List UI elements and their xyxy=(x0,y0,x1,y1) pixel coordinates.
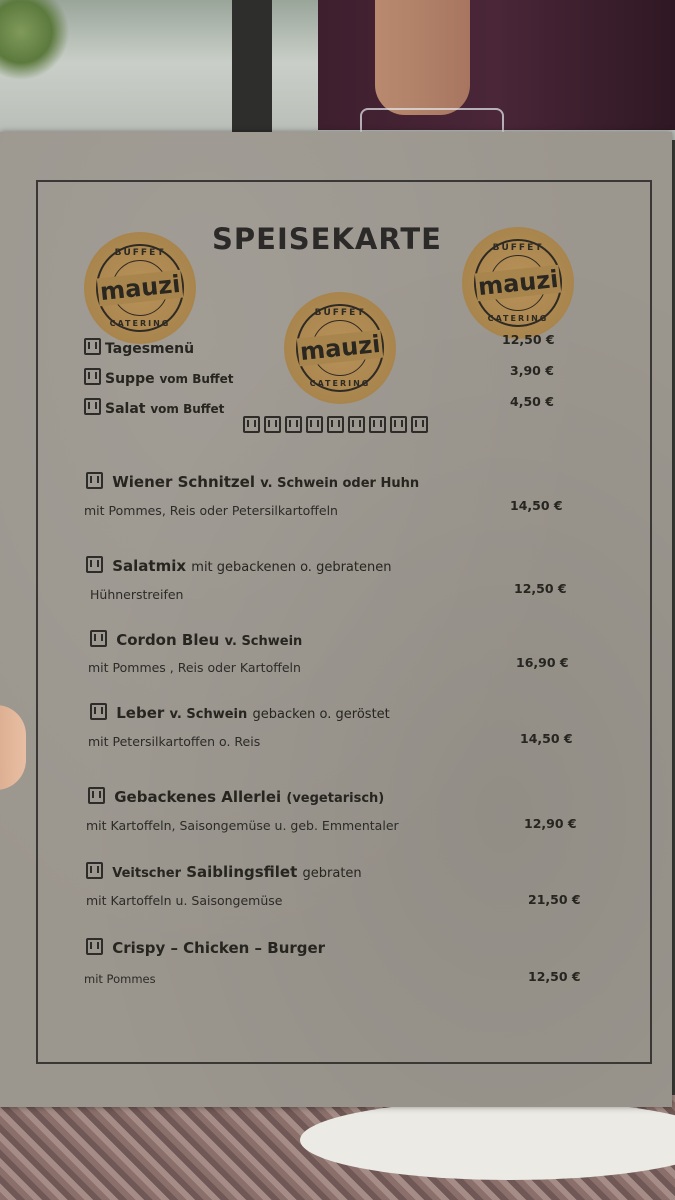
chair-icon xyxy=(411,416,428,433)
dish-desc-cordon-bleu: mit Pommes , Reis oder Kartoffeln xyxy=(88,660,301,675)
chair-icon xyxy=(369,416,386,433)
dish-desc-gebackenes-allerlei: mit Kartoffeln, Saisongemüse u. geb. Emmentaler xyxy=(86,818,399,833)
dish-gebackenes-allerlei: Gebackenes Allerlei (vegetarisch) xyxy=(88,787,384,806)
person-arm xyxy=(375,0,470,115)
chair-icon xyxy=(243,416,260,433)
price-wiener-schnitzel: 14,50 € xyxy=(510,498,563,513)
price-suppe: 3,90 € xyxy=(510,363,554,378)
chair-icon xyxy=(306,416,323,433)
chair-icon xyxy=(86,472,103,489)
chair-icon xyxy=(90,630,107,647)
price-leber: 14,50 € xyxy=(520,731,573,746)
window-post xyxy=(232,0,272,135)
dish-desc-wiener-schnitzel: mit Pommes, Reis oder Petersilkartoffeln xyxy=(84,503,338,518)
chair-icon xyxy=(84,338,101,355)
price-salatmix: 12,50 € xyxy=(514,581,567,596)
menu-item-suppe: Suppe vom Buffet xyxy=(84,368,234,387)
chair-icon xyxy=(264,416,281,433)
dish-cordon-bleu: Cordon Bleu v. Schwein xyxy=(90,630,302,649)
dish-leber: Leber v. Schwein gebacken o. geröstet xyxy=(90,703,390,722)
chair-icon xyxy=(390,416,407,433)
price-gebackenes-allerlei: 12,90 € xyxy=(524,816,577,831)
plant xyxy=(0,0,70,80)
chair-icon xyxy=(84,368,101,385)
dish-desc-leber: mit Petersilkartoffen o. Reis xyxy=(88,734,261,749)
mauzi-logo-stamp-left: BUFFET mauzi CATERING xyxy=(84,232,196,344)
chair-icon xyxy=(86,938,103,955)
chair-icon xyxy=(348,416,365,433)
dish-saiblingsfilet: Veitscher Saiblingsfilet gebraten xyxy=(86,862,362,881)
price-salat: 4,50 € xyxy=(510,394,554,409)
dish-crispy-chicken-burger: Crispy – Chicken – Burger xyxy=(86,938,325,957)
dish-desc-saiblingsfilet: mit Kartoffeln u. Saisongemüse xyxy=(86,893,283,908)
chair-icon xyxy=(84,398,101,415)
mauzi-logo-stamp-right: BUFFET mauzi CATERING xyxy=(462,227,574,339)
menu-card xyxy=(0,132,672,1107)
chair-icon xyxy=(88,787,105,804)
menu-item-salat: Salat vom Buffet xyxy=(84,398,224,417)
price-saiblingsfilet: 21,50 € xyxy=(528,892,581,907)
chair-icon xyxy=(90,703,107,720)
chair-icon xyxy=(86,862,103,879)
mauzi-logo-stamp-center: BUFFET mauzi CATERING xyxy=(284,292,396,404)
dish-desc-salatmix: Hühnerstreifen xyxy=(90,587,184,602)
chair-icon xyxy=(86,556,103,573)
dish-desc-crispy-chicken-burger: mit Pommes xyxy=(84,972,156,986)
price-crispy-chicken-burger: 12,50 € xyxy=(528,969,581,984)
chair-icon xyxy=(327,416,344,433)
chair-icon xyxy=(285,416,302,433)
menu-title: SPEISEKARTE xyxy=(212,222,442,256)
decorative-chair-icons xyxy=(243,416,428,433)
price-tagesmenue: 12,50 € xyxy=(502,332,555,347)
dish-wiener-schnitzel: Wiener Schnitzel v. Schwein oder Huhn xyxy=(86,472,419,491)
menu-item-tagesmenue: Tagesmenü xyxy=(84,338,194,357)
dish-salatmix: Salatmix mit gebackenen o. gebratenen xyxy=(86,556,391,575)
price-cordon-bleu: 16,90 € xyxy=(516,655,569,670)
